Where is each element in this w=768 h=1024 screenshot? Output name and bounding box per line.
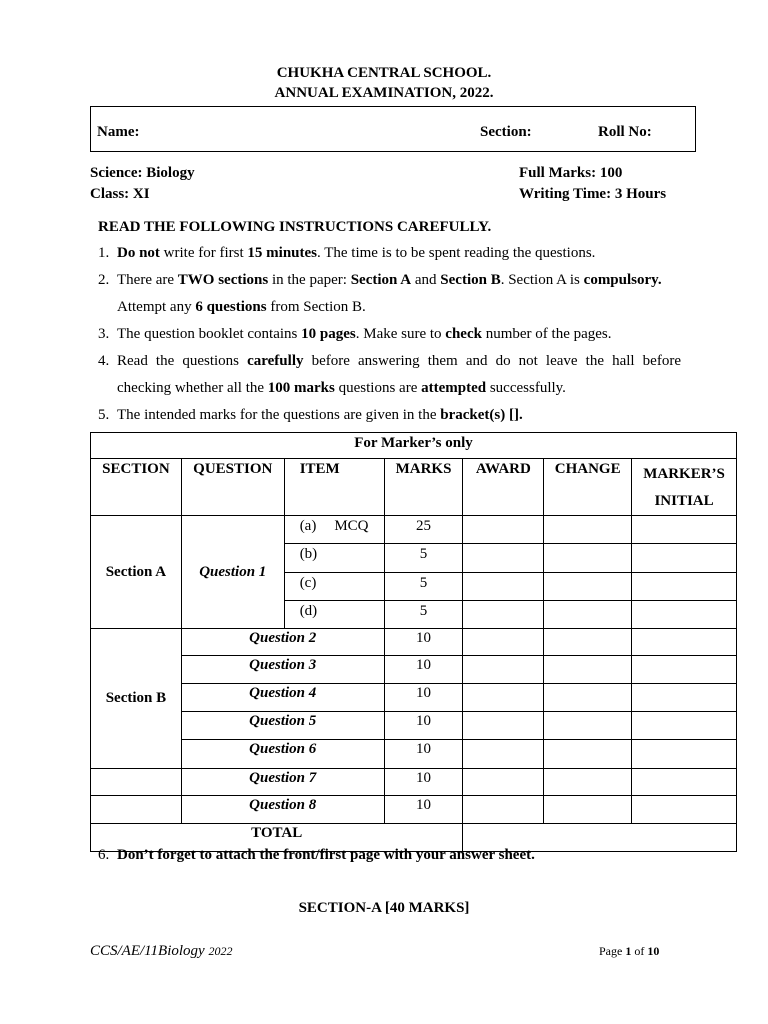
change-cell[interactable] xyxy=(544,769,632,796)
table-row xyxy=(91,740,737,769)
marks-cell: 5 xyxy=(384,573,463,601)
award-cell[interactable] xyxy=(463,573,544,601)
header-change: CHANGE xyxy=(544,459,632,516)
header-award: AWARD xyxy=(463,459,544,516)
initial-cell[interactable] xyxy=(632,796,737,824)
table-row xyxy=(91,629,737,656)
change-cell[interactable] xyxy=(544,601,632,629)
instruction-number: 5. xyxy=(98,407,110,423)
change-cell[interactable] xyxy=(544,629,632,656)
initial-cell[interactable] xyxy=(632,544,737,573)
marks-cell: 10 xyxy=(384,656,463,684)
marks-cell: 10 xyxy=(384,629,463,656)
change-cell[interactable] xyxy=(544,516,632,544)
award-cell[interactable] xyxy=(463,796,544,824)
award-cell[interactable] xyxy=(463,740,544,769)
marks-cell: 10 xyxy=(384,796,463,824)
table-row xyxy=(91,796,737,824)
exam-title: ANNUAL EXAMINATION, 2022. xyxy=(274,85,494,101)
header-item: ITEM xyxy=(284,459,384,516)
name-label: Name: xyxy=(97,124,140,140)
question-cell: Question 3 xyxy=(181,656,384,684)
item-cell: (c) xyxy=(284,573,384,601)
table-title: For Marker’s only xyxy=(91,433,737,459)
initial-cell[interactable] xyxy=(632,740,737,769)
roll-no-label: Roll No: xyxy=(598,124,652,140)
initial-cell[interactable] xyxy=(632,684,737,712)
writing-time-label: Writing Time: 3 Hours xyxy=(519,186,667,202)
change-cell[interactable] xyxy=(544,573,632,601)
change-cell[interactable] xyxy=(544,796,632,824)
paper-code: CCS/AE/11Biology 2022 xyxy=(90,943,233,959)
initial-cell[interactable] xyxy=(632,516,737,544)
item-cell: (d) xyxy=(284,601,384,629)
initial-cell[interactable] xyxy=(632,769,737,796)
question-1-cell: Question 1 xyxy=(181,516,284,629)
marks-cell: 10 xyxy=(384,712,463,740)
section-cell xyxy=(91,769,182,796)
award-cell[interactable] xyxy=(463,684,544,712)
subject-label: Science: Biology xyxy=(90,165,195,181)
instruction-number: 1. xyxy=(98,245,110,261)
initial-cell[interactable] xyxy=(632,601,737,629)
marker-table xyxy=(90,432,737,852)
header-marker-initial: MARKER’S INITIAL xyxy=(632,459,737,516)
marks-cell: 5 xyxy=(384,544,463,573)
initial-cell[interactable] xyxy=(632,656,737,684)
school-name: CHUKHA CENTRAL SCHOOL. xyxy=(276,65,492,81)
question-cell: Question 5 xyxy=(181,712,384,740)
initial-cell[interactable] xyxy=(632,712,737,740)
class-label: Class: XI xyxy=(90,186,150,202)
header-marks: MARKS xyxy=(384,459,463,516)
table-row xyxy=(91,656,737,684)
instruction-number: 2. xyxy=(98,272,110,288)
award-cell[interactable] xyxy=(463,544,544,573)
marks-cell: 10 xyxy=(384,684,463,712)
page-number: Page 1 of 10 xyxy=(599,944,660,958)
marks-cell: 10 xyxy=(384,740,463,769)
section-a-heading: SECTION-A [40 MARKS] xyxy=(298,900,470,916)
award-cell[interactable] xyxy=(463,629,544,656)
marks-cell: 25 xyxy=(384,516,463,544)
total-label: TOTAL xyxy=(91,824,463,852)
student-info-box xyxy=(90,106,696,152)
section-b-cell: Section B xyxy=(91,629,182,769)
award-cell[interactable] xyxy=(463,656,544,684)
initial-cell[interactable] xyxy=(632,629,737,656)
table-row xyxy=(91,516,737,544)
question-cell: Question 4 xyxy=(181,684,384,712)
change-cell[interactable] xyxy=(544,684,632,712)
section-label: Section: xyxy=(480,124,532,140)
award-cell[interactable] xyxy=(463,601,544,629)
instruction-number: 3. xyxy=(98,326,110,342)
instruction-number: 6. xyxy=(98,847,110,863)
award-cell[interactable] xyxy=(463,769,544,796)
instruction-number: 4. xyxy=(98,353,110,369)
table-row xyxy=(91,684,737,712)
question-cell: Question 7 xyxy=(181,769,384,796)
item-cell: (b) xyxy=(284,544,384,573)
question-cell: Question 2 xyxy=(181,629,384,656)
table-row xyxy=(91,712,737,740)
section-cell xyxy=(91,796,182,824)
change-cell[interactable] xyxy=(544,544,632,573)
initial-cell[interactable] xyxy=(632,573,737,601)
award-cell[interactable] xyxy=(463,516,544,544)
change-cell[interactable] xyxy=(544,656,632,684)
instructions-heading: READ THE FOLLOWING INSTRUCTIONS CAREFULLY. xyxy=(98,219,492,235)
marks-cell: 10 xyxy=(384,769,463,796)
change-cell[interactable] xyxy=(544,740,632,769)
full-marks-label: Full Marks: 100 xyxy=(519,165,623,181)
table-row xyxy=(91,769,737,796)
question-cell: Question 8 xyxy=(181,796,384,824)
change-cell[interactable] xyxy=(544,712,632,740)
question-cell: Question 6 xyxy=(181,740,384,769)
award-cell[interactable] xyxy=(463,712,544,740)
header-section: SECTION xyxy=(91,459,182,516)
item-cell: (a) MCQ xyxy=(284,516,384,544)
marks-cell: 5 xyxy=(384,601,463,629)
section-a-cell: Section A xyxy=(91,516,182,629)
header-question: QUESTION xyxy=(181,459,284,516)
